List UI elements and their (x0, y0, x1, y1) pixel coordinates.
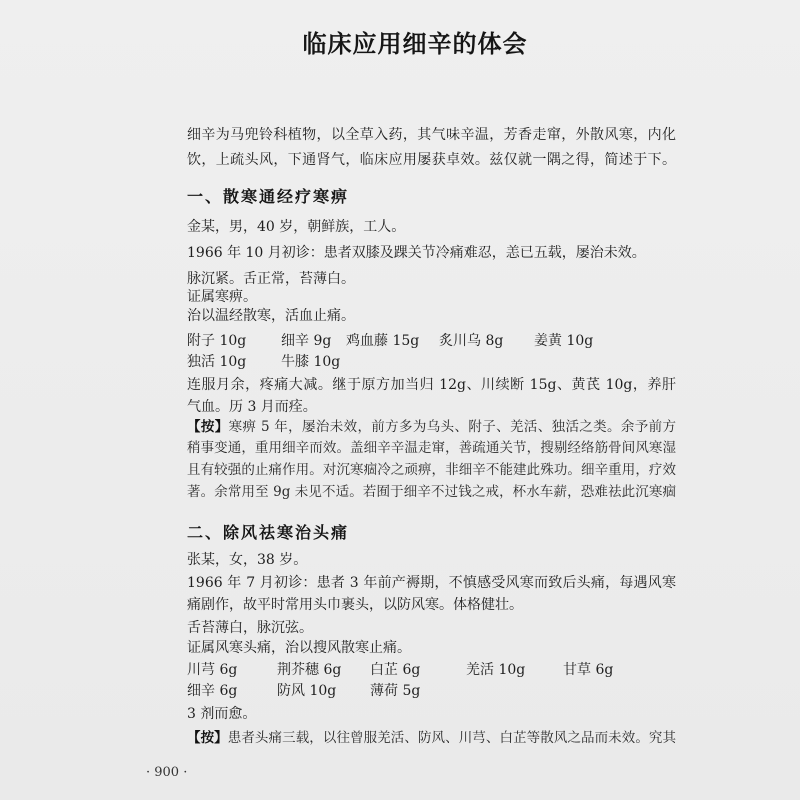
herb-item: 鸡血藤 15g (346, 333, 420, 349)
case-line: 证属风寒头痛，治以搜风散寒止痛。 (187, 640, 411, 656)
herb-item: 细辛 6g (187, 683, 238, 699)
intro-line: 细辛为马兜铃科植物，以全草入药，其气味辛温，芳香走窜，外散风寒，内化 (187, 127, 676, 143)
case-line: 气血。历 3 月而痊。 (187, 399, 317, 415)
note-line: 著。余常用至 9g 未见不适。若囿于细辛不过钱之戒，杯水车薪，恐难祛此沉寒痼 (187, 484, 676, 500)
case-line: 张某，女，38 岁。 (187, 552, 308, 568)
herb-item: 附子 10g (187, 333, 247, 349)
herb-item: 甘草 6g (563, 662, 614, 678)
herb-item: 薄荷 5g (370, 683, 421, 699)
note-text: 寒痹 5 年，屡治未效，前方多为乌头、附子、羌活、独活之类。余予前方 (228, 419, 676, 435)
herb-item: 炙川乌 8g (439, 333, 504, 349)
note-label: 【按】 (187, 419, 229, 435)
herb-item: 姜黄 10g (534, 333, 594, 349)
case-line: 金某，男，40 岁，朝鲜族，工人。 (187, 219, 406, 235)
case-line: 1966 年 10 月初诊：患者双膝及踝关节冷痛难忍，恙已五载，屡治未效。 (187, 245, 646, 261)
article-title: 临床应用细辛的体会 (302, 29, 528, 58)
herb-item: 白芷 6g (370, 662, 421, 678)
herb-item: 荆芥穗 6g (277, 662, 342, 678)
herb-item: 防风 10g (277, 683, 337, 699)
note-text: 患者头痛三载，以往曾服羌活、防风、川芎、白芷等散风之品而未效。究其 (227, 730, 676, 746)
note-line (187, 418, 676, 436)
herb-item: 川芎 6g (187, 662, 238, 678)
case-line: 3 剂而愈。 (187, 706, 257, 722)
page-number: · 900 · (146, 765, 188, 780)
section-heading-1: 一、散寒通经疗寒痹 (187, 187, 350, 206)
case-line: 脉沉紧。舌正常，苔薄白。 (187, 271, 355, 287)
herb-item: 独活 10g (187, 354, 247, 370)
note-label: 【按】 (187, 730, 228, 746)
note-line: 稍事变通，重用细辛而效。盖细辛辛温走窜，善疏通关节，搜剔经络筋骨间风寒湿 (187, 440, 676, 456)
case-line: 1966 年 7 月初诊：患者 3 年前产褥期，不慎感受风寒而致后头痛，每遇风寒 (187, 575, 676, 591)
note-line (187, 729, 676, 747)
herb-item: 牛膝 10g (281, 354, 341, 370)
case-line: 舌苔薄白，脉沉弦。 (187, 620, 313, 636)
herb-item: 羌活 10g (466, 662, 526, 678)
case-line: 痛剧作，故平时常用头巾裹头，以防风寒。体格健壮。 (187, 597, 523, 613)
note-line: 且有较强的止痛作用。对沉寒痼冷之顽痹，非细辛不能建此殊功。细辛重用，疗效 (187, 462, 676, 478)
case-line: 证属寒痹。 (187, 289, 257, 305)
section-heading-2: 二、除风祛寒治头痛 (187, 523, 350, 542)
herb-item: 细辛 9g (281, 333, 332, 349)
case-line: 连服月余，疼痛大减。继于原方加当归 12g、川续断 15g、黄芪 10g，养肝 (187, 377, 676, 393)
case-line: 治以温经散寒，活血止痛。 (187, 308, 355, 324)
intro-line: 饮，上疏头风，下通肾气，临床应用屡获卓效。兹仅就一隅之得，简述于下。 (187, 152, 676, 168)
